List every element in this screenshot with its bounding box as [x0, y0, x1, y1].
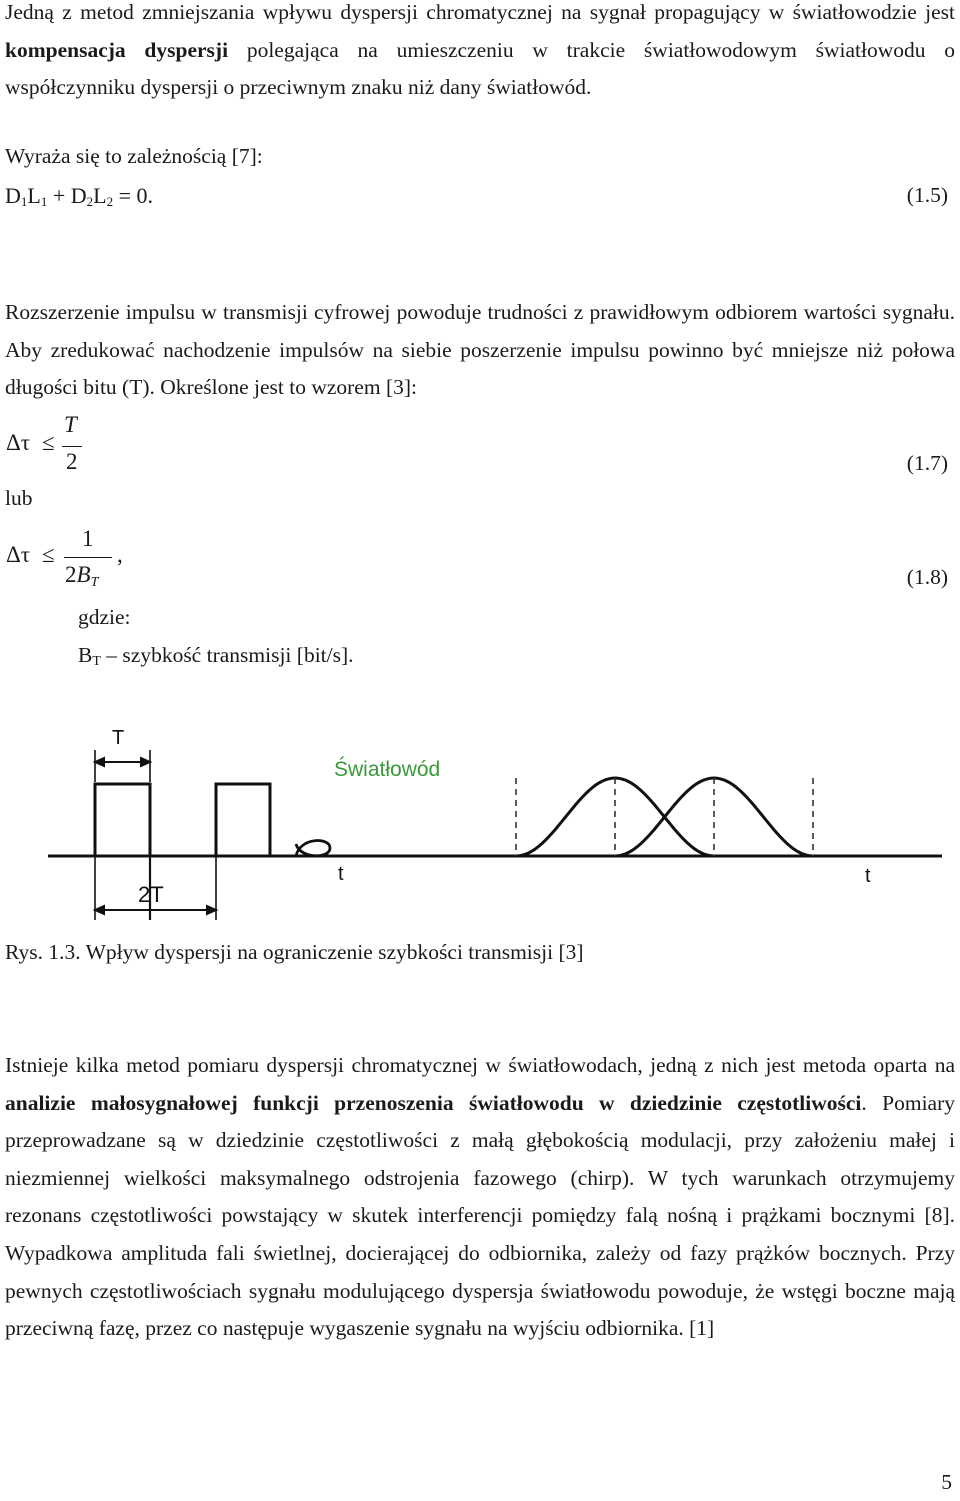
- leq-sign: ≤: [42, 542, 55, 567]
- paragraph-text: polegająca na umieszczeniu w trakcie światłowodowym światłowodu o współczynniku dyspersji o przeciwnym znaku niż dany światłowód.: [5, 37, 956, 100]
- square-wave: [95, 784, 270, 856]
- figure-caption: Rys. 1.3. Wpływ dyspersji na ograniczenie szybkości transmisji [3]: [5, 940, 584, 964]
- fraction-denominator: $2B_T$: [65, 562, 99, 590]
- T-label: T: [112, 727, 125, 749]
- equation-1-5: $D_1L_1 + D_2L_2 = 0$.: [5, 183, 154, 209]
- dispersion-figure: [0, 720, 960, 925]
- fraction-numerator: 1: [82, 526, 94, 551]
- paragraph-pulse: Rozszerzenie impulsu w transmisji cyfrowej powoduje trudności z prawidłowym odbiorem wartości sygnału. Aby zredukować nachodzenie impulsów na siebie poszerzenie impulsu powinno być mniejsze niż połowa długości bitu (T). Określone jest to wzorem [3]:: [5, 300, 955, 400]
- equation-number: (1.8): [906, 565, 948, 589]
- fraction-bar: [64, 557, 112, 558]
- equation-1-7-lhs: Δτ: [6, 430, 31, 455]
- fraction-numerator: T: [64, 412, 77, 437]
- bold-term: analizie małosygnałowej funkcji przenoszenia światłowodu w dziedzinie częstotliwości: [5, 1090, 862, 1115]
- paragraph-text: . Pomiary przeprowadzane są w dziedzinie częstotliwości z małą głębokością modulacji, przy założeniu małej i niezmiennej wielkości maksymalnego odstrojenia fazowego (chirp). W tych warunkach otrzymujemy rezonans częstotliwości powstający w skutek interferencji pomiędzy falą nośną i prążkami bocznymi [8]. Wypadkowa amplituda fali świetlnej, docierającej do odbiornika, zależy od fazy prążków bocznych. Przy pewnych częstotliwościach sygnału modulującego dyspersja światłowodu powoduje, że wstęgi boczne mają przeciwną fazę, przez co następuje wygaszenie sygnału na wyjściu odbiornika. [1]: [5, 1090, 956, 1341]
- leq-sign: ≤: [42, 430, 55, 455]
- fiber-coil: [296, 841, 330, 856]
- paragraph-text: Jedną z metod zmniejszania wpływu dyspersji chromatycznej na sygnał propagujący w światłowodzie jest: [5, 0, 955, 24]
- paragraph-text: Istnieje kilka metod pomiaru dyspersji chromatycznej w światłowodach, jedną z nich jest metoda oparta na: [5, 1053, 955, 1077]
- T-dimension: [95, 750, 150, 782]
- lub-text: lub: [5, 486, 33, 510]
- time-axis-label: t: [338, 863, 344, 885]
- intro-formula-text: Wyraża się to zależnością [7]:: [5, 144, 263, 168]
- equation-number: (1.7): [906, 451, 948, 475]
- 2T-label: 2T: [138, 882, 164, 907]
- bold-term: kompensacja dyspersji: [5, 37, 229, 62]
- bt-definition: $B_T$ – szybkość transmisji [bit/s].: [78, 643, 354, 669]
- paragraph-intro: [5, 0, 955, 107]
- time-axis-label: t: [865, 865, 871, 887]
- page-number: 5: [941, 1470, 952, 1494]
- paragraph-measurement: [5, 1047, 955, 1348]
- fraction-bar: [62, 446, 82, 447]
- comma: ,: [117, 542, 123, 567]
- fiber-label: Światłowód: [334, 758, 441, 781]
- fraction-denominator: 2: [66, 449, 78, 474]
- equation-number: (1.5): [906, 183, 948, 207]
- gdzie-text: gdzie:: [78, 605, 131, 629]
- equation-1-8-lhs: Δτ: [6, 542, 31, 567]
